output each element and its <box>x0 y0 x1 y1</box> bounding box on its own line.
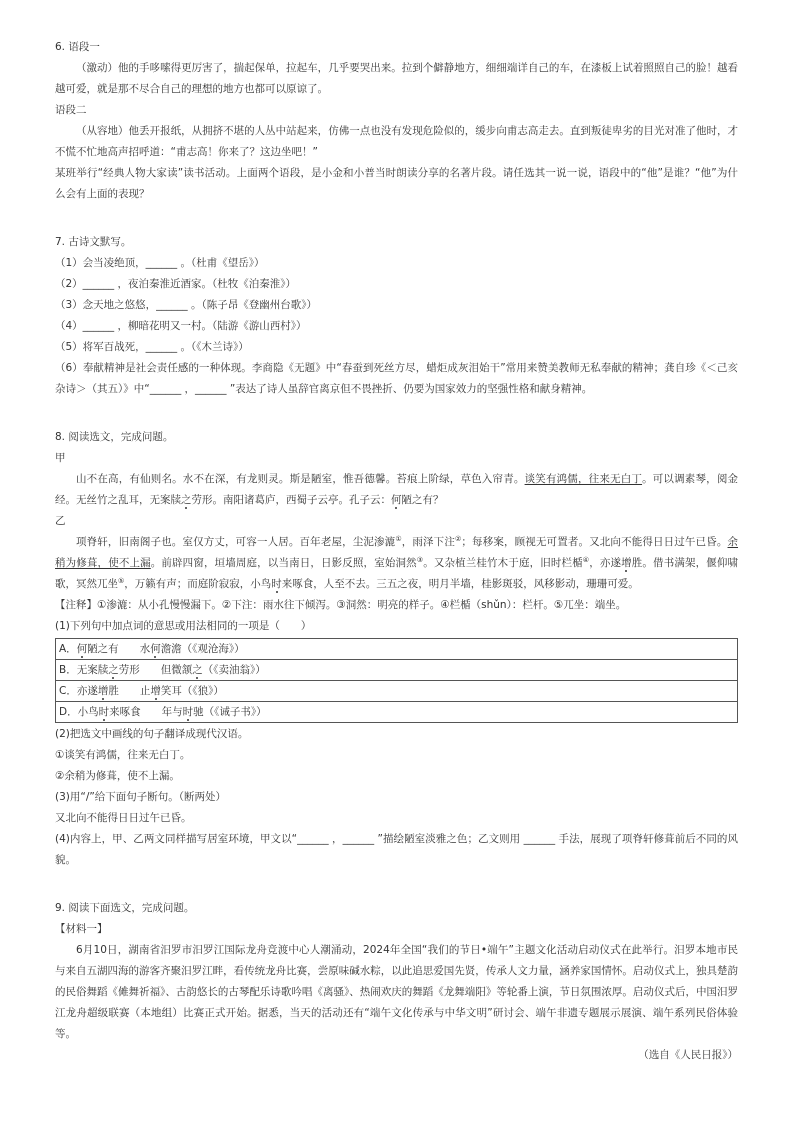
option-d-cell <box>56 702 738 723</box>
dotted-word: 时 <box>182 706 194 718</box>
translation-item-1: ①谈笑有鸿儒，往来无白丁。 <box>55 749 191 761</box>
text-yi-segment: 项脊轩，旧南阁子也。室仅方丈，可容一人居。百年老屋，尘泥渗漉 <box>76 536 396 548</box>
text-yi-segment: 。前辟四窗，垣墙周庭，以当南日，日影反照，室始洞然 <box>150 557 417 569</box>
text-yi-segment: ，万籁有声；而庭阶寂寂，小鸟 <box>124 578 272 590</box>
option-text: 陋之有 <box>87 643 119 655</box>
dotted-word: 增 <box>150 685 161 697</box>
question-8 <box>55 427 738 871</box>
option-letter: A． <box>59 643 77 655</box>
option-d <box>56 702 738 723</box>
option-text: （《卖油翁》） <box>202 664 266 676</box>
option-text: 亦遂 <box>76 685 98 697</box>
text-yi-segment: ，雨泽下注 <box>401 536 455 548</box>
dotted-word: 时 <box>98 706 110 718</box>
dotted-word: 之 <box>181 494 192 506</box>
option-text: 笑耳（《狼》） <box>160 685 224 697</box>
option-text: 驰（《诫子书》） <box>193 706 267 718</box>
dotted-word: 何 <box>391 494 402 506</box>
options-table <box>55 638 738 723</box>
footnote-marker: ④ <box>582 556 590 564</box>
footnote-marker: ② <box>454 535 462 543</box>
question-6-prompt: 某班举行“经典人物大家读”读书活动。上面两个语段，是小金和小普当时朗读分享的名著片段。请任选其一说一说，语段中的“他”是谁？“他”为什么会有上面的表现？ <box>55 167 738 200</box>
text-yi <box>55 532 738 595</box>
option-letter: D． <box>59 706 78 718</box>
option-text: 劳形 <box>118 664 140 676</box>
option-letter: C． <box>59 685 77 697</box>
text-jia <box>55 469 738 511</box>
option-b <box>56 660 738 681</box>
subquestion-1: (1)下列句中加点词的意思或用法相同的一项是（ ） <box>55 620 312 632</box>
dotted-word: 增 <box>97 685 109 697</box>
text-jia-segment: 陋之有？ <box>401 494 444 506</box>
question-9-title: 9. 阅读下面选文，完成问题。 <box>55 902 195 914</box>
option-text: 来啄食 <box>109 706 141 718</box>
recitation-item-4: （4）______ ，柳暗花明又一村。（陆游《游山西村》） <box>55 320 307 332</box>
subquestion-2: (2)把选文中画线的句子翻译成现代汉语。 <box>55 728 249 740</box>
text-jia-label: 甲 <box>55 452 66 464</box>
footnote-marker: ① <box>395 535 402 543</box>
question-7 <box>55 232 738 400</box>
recitation-item-1: （1）会当凌绝顶，______ 。（杜甫《望岳》） <box>55 257 265 269</box>
question-7-title: 7. 古诗文默写。 <box>55 236 132 248</box>
dotted-word: 增 <box>621 557 632 569</box>
question-9 <box>55 898 738 1066</box>
recitation-item-6: （6）奉献精神是社会责任感的一种体现。李商隐《无题》中“春蚕到死丝方尽，蜡炬成灰泪始干”常用来赞美教师无私奉献的精神；龚自珍《＜己亥杂诗＞（其五）》中“______ ，______ ”表达了诗人虽辞官离京但不畏挫折、仍要为国家效力的坚强性格和献身精神。 <box>55 362 738 395</box>
option-b-cell <box>56 660 738 681</box>
text-jia-segment: 。可以调素琴，阅金经。无丝竹之乱耳，无案牍 <box>55 473 739 506</box>
question-8-title: 8. 阅读选文，完成问题。 <box>55 431 174 443</box>
option-a <box>56 639 738 660</box>
recitation-item-2: （2）______ ，夜泊秦淮近酒家。（杜牧《泊秦淮》） <box>55 278 297 290</box>
option-c <box>56 681 738 702</box>
question-6-title: 6. 语段一 <box>55 41 100 53</box>
option-text: 无案牍 <box>76 664 109 676</box>
option-text: 但微颔 <box>160 664 193 676</box>
underlined-sentence-2: 余稍为修葺，使不上漏 <box>55 536 739 569</box>
option-text: 水 <box>139 643 151 655</box>
passage-2: （从容地）他丢开报纸，从拥挤不堪的人丛中站起来，仿佛一点也没有发现危险似的，缓步向甫志高走去。直到叛徒卑劣的目光对准了他时，才不慌不忙地高声招呼道：“甫志高！你来了？这边坐吧！” <box>55 125 738 158</box>
dotted-word: 时 <box>271 578 282 590</box>
subquestion-4: (4)内容上，甲、乙两文同样描写居室环境，甲文以“______ ，______ ”描绘陋室淡雅之色；乙文则用 ______ 手法，展现了项脊轩修葺前后不同的风貌。 <box>55 833 738 866</box>
dotted-word: 之 <box>108 664 119 676</box>
option-text: 年与 <box>161 706 183 718</box>
passage-1: （激动）他的手哆嗦得更厉害了，揣起保单，拉起车，几乎要哭出来。拉到个僻静地方，细细端详自己的车，在漆板上试着照照自己的脸！越看越可爱，就是那不尽合自己的理想的地方也都可以原谅了。 <box>55 62 738 95</box>
option-c-cell <box>56 681 738 702</box>
text-yi-segment: ，亦遂 <box>589 557 622 569</box>
material-1-label: 【材料一】 <box>55 923 108 935</box>
dotted-word: 之 <box>192 664 203 676</box>
text-yi-segment: ；每移案，顾视无可置者。又北向不能得日日过午已昏。 <box>461 536 728 548</box>
passage-2-label: 语段二 <box>55 104 87 116</box>
option-text: 止 <box>139 685 151 697</box>
subquestion-3: (3)用“/”给下面句子断句。（断两处） <box>55 791 227 803</box>
text-jia-segment: 劳形。南阳诸葛庐，西蜀子云亭。孔子云： <box>191 494 391 506</box>
footnote-marker: ③ <box>416 556 424 564</box>
dotted-word: 何 <box>150 643 161 655</box>
punctuation-sentence: 又北向不能得日日过午已昏。 <box>55 812 192 824</box>
question-6 <box>55 37 738 205</box>
recitation-item-3: （3）念天地之悠悠，______ 。（陈子昂《登幽州台歌》） <box>55 299 318 311</box>
text-yi-label: 乙 <box>55 515 66 527</box>
material-source: （选自《人民日报》） <box>638 1049 738 1061</box>
annotations: 【注释】①渗漉：从小孔慢慢漏下。②下注：雨水往下倾泻。③洞然：明亮的样子。④栏楯（shǔn）：栏杆。⑤兀坐：端坐。 <box>55 599 627 611</box>
option-text: 小鸟 <box>77 706 99 718</box>
option-a-cell <box>56 639 738 660</box>
text-jia-segment: 山不在高，有仙则名。水不在深，有龙则灵。斯是陋室，惟吾德馨。苔痕上阶绿，草色入帘青。 <box>76 473 525 485</box>
text-yi-segment: 。又杂植兰桂竹木于庭，旧时栏楯 <box>423 557 583 569</box>
option-text: 澹澹（《观沧海》） <box>160 643 245 655</box>
recitation-item-5: （5）将军百战死，______ 。（《木兰诗》） <box>55 341 249 353</box>
dotted-word: 何 <box>76 643 88 655</box>
footnote-marker: ⑤ <box>118 577 125 585</box>
option-text: 胜 <box>108 685 119 697</box>
text-yi-segment: 胜。借书满架，偃仰啸歌，冥然兀坐 <box>55 557 739 590</box>
material-1-text: 6月10日，湖南省汨罗市汨罗江国际龙舟竞渡中心人潮涌动，2024年全国“我们的节日•端午”主题文化活动启动仪式在此举行。汨罗本地市民与来自五湖四海的游客齐聚汨罗江畔，看传统龙舟比赛，尝原味碱水粽，以此追思爱国先贤，传承人文力量，涵养家国情怀。启动仪式上，独具楚韵的民俗舞蹈《傩舞祈福》、古韵悠长的古琴配乐诗歌吟唱《离骚》、热闹欢庆的舞蹈《龙舞端阳》等轮番上演，节日氛围浓厚。启动仪式后，中国汨罗江龙舟超级联赛（本地组）比赛正式开始。据悉，当天的活动还有“端午文化传承与中华文明”研讨会、端午非遗专题展示展演、端午系列民俗体验等。 <box>55 944 738 1040</box>
translation-item-2: ②余稍为修葺，使不上漏。 <box>55 770 180 782</box>
option-letter: B． <box>59 664 77 676</box>
underlined-sentence-1: 谈笑有鸿儒，往来无白丁 <box>524 473 643 485</box>
text-yi-segment: 来啄食，人至不去。三五之夜，明月半墙，桂影斑驳，风移影动，珊珊可爱。 <box>281 578 639 590</box>
